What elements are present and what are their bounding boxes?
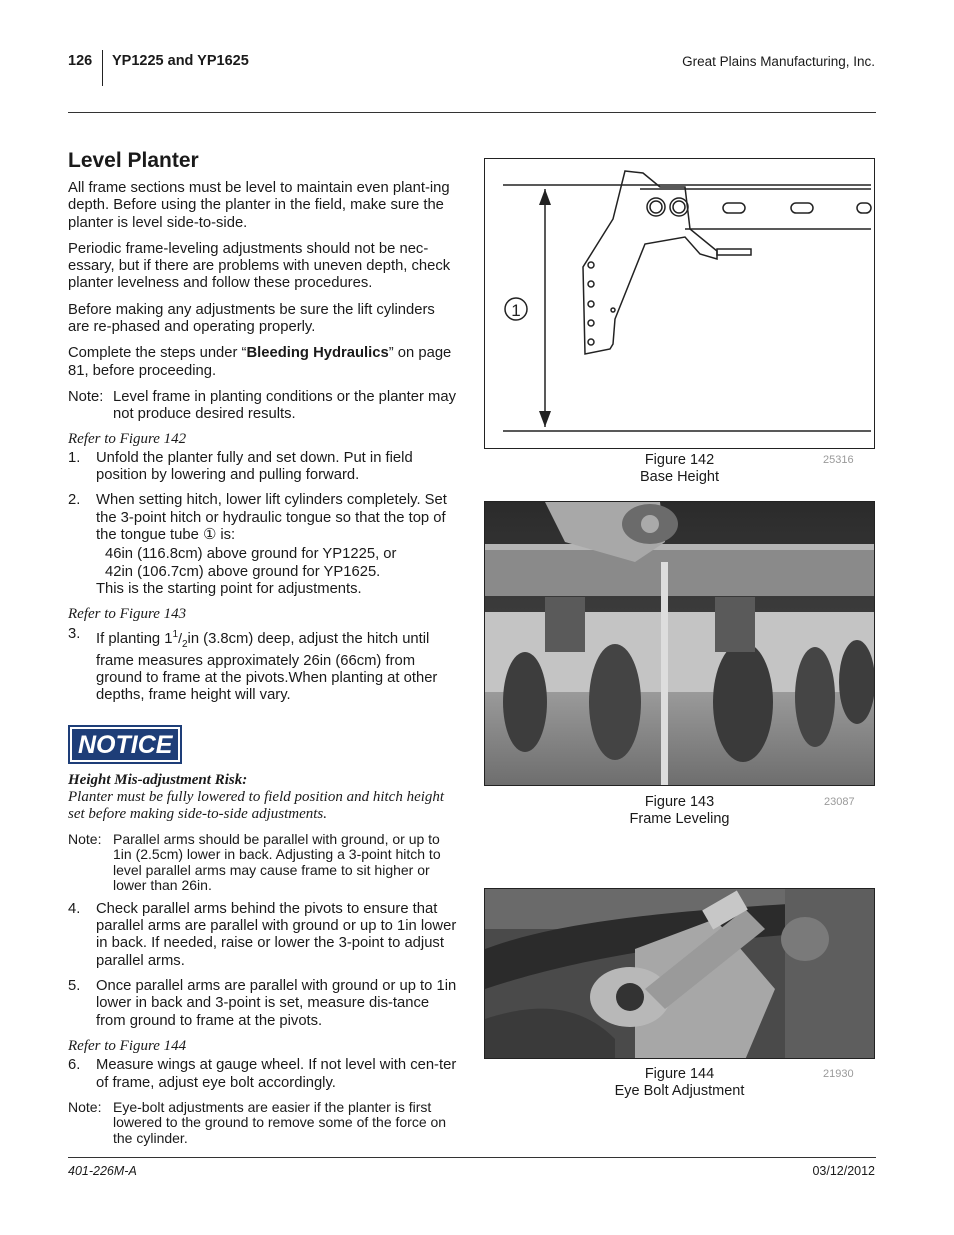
step-number: 6. [68,1057,81,1074]
header-rule [68,112,876,113]
step [68,450,460,485]
text: ” on page 81, before proceeding. [68,345,452,379]
step-number: 2. [68,492,81,509]
figure-142-caption [484,452,875,486]
frame-leveling-photo [485,502,875,786]
step [68,492,460,598]
figure-142-drawing [484,158,875,449]
notice-label: NOTICE [72,729,178,760]
step-text: This is the starting point for adjustments. [96,580,362,597]
step [68,1057,460,1092]
figure-id: 23087 [824,796,855,808]
refer-figure: Refer to Figure 142 [68,430,187,447]
callout-number: 1 [511,301,521,320]
step [68,626,460,705]
figure-title: Frame Leveling [629,811,730,827]
doc-number: 401-226M-A [68,1164,137,1178]
company-name: Great Plains Manufacturing, Inc. [682,54,875,69]
arrow-down-icon [539,411,551,427]
figure-title: Eye Bolt Adjustment [614,1083,745,1099]
step [68,901,460,970]
paragraph: Periodic frame-leveling adjustments should not be nec-essary, but if there are problems with uneven depth, check planter levelness and follow these procedures. [68,240,451,292]
step-number: 5. [68,978,81,995]
risk-title: Height Mis-adjustment Risk: [68,771,248,788]
notice-badge [68,725,182,764]
note [68,389,460,424]
step-text: When setting hitch, lower lift cylinders completely. Set the 3-point hitch or hydraulic tongue so that the top of the tongue tube ① is: [96,492,447,544]
step-text: Check parallel arms behind the pivots to ensure that parallel arms are parallel with ground or up to 1in lower in back. If needed, raise or lower the 3-point to adjust parallel arms. [96,900,457,969]
refer-figure: Refer to Figure 144 [68,1037,187,1054]
risk-text: Planter must be fully lowered to field position and hitch height set before making side-to-side adjustments. [68,788,445,822]
section-title: Level Planter [68,149,199,172]
complete-steps-paragraph [68,345,460,380]
figure-143-caption [484,794,875,828]
figure-title: Base Height [640,469,719,485]
step-text: 46in (116.8cm) above ground for YP1225, or [105,546,397,563]
left-column [68,148,460,1153]
note-text: Eye-bolt adjustments are easier if the planter is first lowered to the ground to remove some of the force on the cylinder. [113,1098,447,1146]
note-label: Note: [68,388,104,405]
arrow-up-icon [539,189,551,205]
note-text: Parallel arms should be parallel with ground, or up to 1in (2.5cm) lower in back. Adjusting a 3-point hitch to level parallel arms may cause frame to sit higher or lower than 26in. [113,830,441,894]
doc-date: 03/12/2012 [812,1164,875,1178]
step-text: Unfold the planter fully and set down. Put in field position by lowering and pulling forward. [96,449,413,484]
bleeding-hydraulics-ref: Bleeding Hydraulics [246,345,389,362]
base-height-diagram [485,159,875,449]
refer-figure: Refer to Figure 143 [68,606,187,623]
model-title: YP1225 and YP1625 [112,53,249,69]
note [68,832,460,894]
step-number: 1. [68,449,81,466]
step-text: If planting $1^1/_2in$ (3.8cm) deep, adjust the hitch until frame measures approximately 26in (66cm) from ground to frame at the pivots.When planting at other depths, frame height will vary. [96,628,438,704]
note-text: Level frame in planting conditions or the planter may not produce desired results. [113,388,456,423]
text: Complete the steps under “ [68,345,247,362]
note [68,1100,460,1147]
step-number: 4. [68,900,81,917]
figure-number: Figure 142 [644,452,715,468]
step-text: Measure wings at gauge wheel. If not level with cen-ter of frame, adjust eye bolt accordingly. [96,1057,457,1091]
figure-143-photo [484,501,875,786]
footer-rule [68,1157,876,1158]
note-label: Note: [68,830,102,847]
step-text: 42in (106.7cm) above ground for YP1625. [105,563,381,580]
step [68,978,460,1030]
eye-bolt-photo [485,889,875,1059]
paragraph: Before making any adjustments be sure the lift cylinders are re-phased and operating properly. [68,301,435,336]
figure-id: 21930 [823,1068,854,1080]
figure-number: Figure 144 [644,1066,715,1082]
figure-144-photo [484,888,875,1059]
figure-number: Figure 143 [644,794,715,810]
page-number: 126 [68,53,93,69]
figure-144-caption [484,1066,875,1100]
step-number: 3. [68,625,81,642]
paragraph: All frame sections must be level to maintain even plant-ing depth. Before using the planter in the field, make sure the planter is level side-to-side. [68,180,450,231]
header-separator [102,50,103,86]
figure-id: 25316 [823,454,854,466]
note-label: Note: [68,1098,102,1115]
step-text: Once parallel arms are parallel with ground or up to 1in lower in back and 3-point is set, measure dis-tance from ground to frame at the pivots. [96,978,457,1029]
